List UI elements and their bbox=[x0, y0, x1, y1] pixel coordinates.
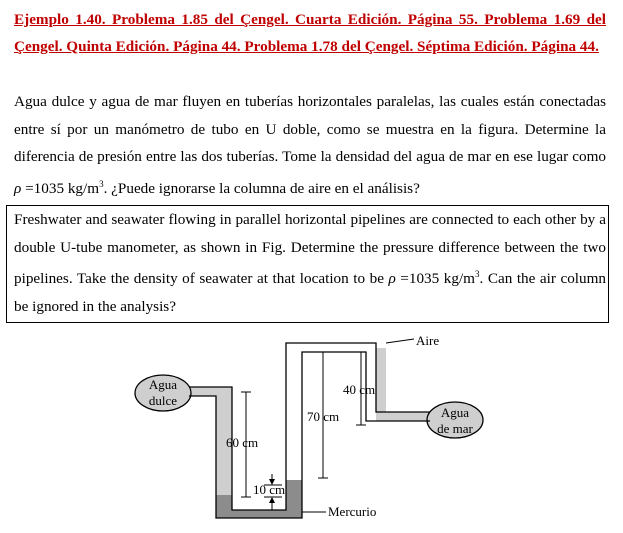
example-title: Ejemplo 1.40. Problema 1.85 del Çengel. Cuarta Edición. Página 55. Problema 1.69 del Çengel. Quinta Edición. Página 44. Problema 1.78 del Çengel. Séptima Edición. Página 44. bbox=[14, 11, 606, 55]
spanish-text: Agua dulce y agua de mar fluyen en tuberías horizontales paralelas, las cuales están conectadas entre sí por un manómetro de tubo en U doble, como se muestra en la figura. Determine la diferencia de presión entre las dos tuberías. Tome la densidad del agua de mar en ese lugar como bbox=[14, 93, 606, 166]
dim-60-label: 60 cm bbox=[226, 435, 259, 450]
air-label: Aire bbox=[416, 333, 440, 348]
rho-symbol-es: ρ bbox=[14, 179, 22, 197]
dim-70-label: 70 cm bbox=[307, 409, 340, 424]
sea-label-2: de mar bbox=[437, 421, 473, 436]
rho-symbol-en: ρ bbox=[388, 270, 396, 288]
dim-40-label: 40 cm bbox=[343, 382, 376, 397]
exponent-en: 3 bbox=[475, 269, 480, 280]
english-text: Freshwater and seawater flowing in parallel horizontal pipelines are connected to each other by a double U-tube manometer, as shown in Fig. Determine the pressure difference between the two pipelines. Take the density of seawater at that location to be bbox=[14, 211, 606, 288]
spanish-tail: . ¿Puede ignorarse la columna de aire en el análisis? bbox=[103, 179, 420, 197]
exponent-es: 3 bbox=[99, 178, 104, 189]
sea-label-1: Agua bbox=[440, 405, 470, 420]
dim-10-label: 10 cm bbox=[253, 482, 286, 497]
tube-outlines bbox=[135, 343, 483, 518]
fresh-label-2: dulce bbox=[148, 393, 178, 408]
mercury-label: Mercurio bbox=[328, 504, 377, 519]
english-tail: . Can the air column be ignored in the analysis? bbox=[14, 270, 607, 315]
fresh-label-1: Agua bbox=[148, 377, 178, 392]
figure-labels bbox=[149, 333, 474, 519]
density-value-en: =1035 kg/m bbox=[400, 270, 475, 288]
density-value-es: =1035 kg/m bbox=[25, 179, 100, 197]
